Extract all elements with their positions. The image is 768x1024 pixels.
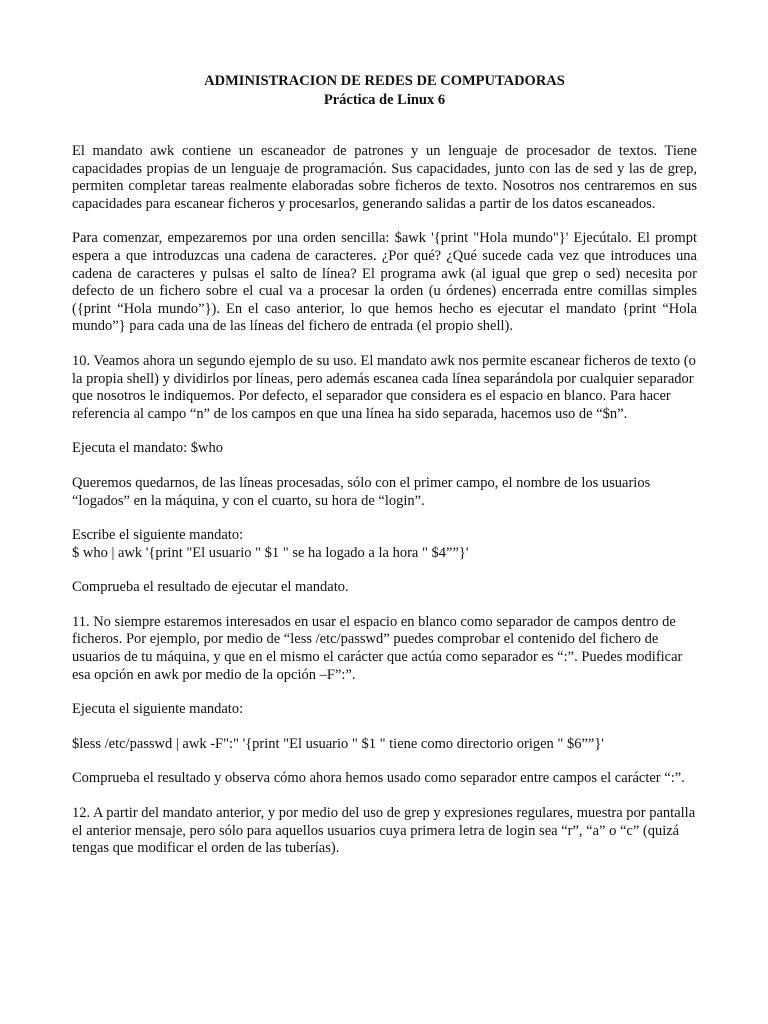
document-page bbox=[72, 72, 697, 875]
paragraph-write-command: Escribe el siguiente mandato: bbox=[72, 527, 244, 544]
paragraph-check-separator: Comprueba el resultado y observa cómo ahora hemos usado como separador entre campos el carácter “:”. bbox=[72, 770, 685, 787]
document-subtitle: Práctica de Linux 6 bbox=[323, 92, 446, 108]
paragraph-run-command: Ejecuta el siguiente mandato: bbox=[72, 701, 244, 718]
paragraph-exercise-12: 12. A partir del mandato anterior, y por medio del uso de grep y expresiones regulares, muestra por pantalla el anterior mensaje, pero sólo para aquellos usuarios cuya primera letra de login sea “r”, “a” o “c” (quizá tengas que modificar el orden de las tuberías). bbox=[72, 805, 696, 857]
document-header bbox=[72, 72, 697, 110]
paragraph-first-field: Queremos quedarnos, de las líneas procesadas, sólo con el primer campo, el nombre de los usuarios “logados” en la máquina, y con el cuarto, su hora de “login”. bbox=[72, 474, 651, 509]
document-title: ADMINISTRACION DE REDES DE COMPUTADORAS bbox=[204, 73, 565, 89]
document-body bbox=[72, 143, 697, 858]
paragraph-hola-mundo: Para comenzar, empezaremos por una orden sencilla: $awk '{print "Hola mundo"}' Ejecútalo. El prompt espera a que introduzcas una cadena de caracteres. ¿Por qué? ¿Qué sucede cada vez que introduces una cadena de caracteres y pulsas el salto de línea? El programa awk (al igual que grep o sed) necesita por defecto de un fichero sobre el cual va a procesar la orden (u órdenes) encerrada entre comillas simples ({print “Hola mundo”}). En el caso anterior, lo que hemos hecho es ejecutar el mandato {print “Hola mundo”} para cada una de las líneas del fichero de entrada (el propio shell). bbox=[72, 230, 697, 335]
paragraph-intro-awk: El mandato awk contiene un escaneador de patrones y un lenguaje de procesador de textos. Tiene capacidades propias de un lenguaje de programación. Sus capacidades, junto con las de sed y las de grep, permiten completar tareas realmente elaboradas sobre ficheros de texto. Nosotros nos centraremos en sus capacidades para escanear ficheros y procesarlos, generando salidas a partir de los datos escaneados. bbox=[72, 143, 697, 212]
paragraph-run-who: Ejecuta el mandato: $who bbox=[72, 440, 223, 457]
command-who-awk: $ who | awk '{print "El usuario " $1 " se ha logado a la hora " $4””}' bbox=[72, 544, 469, 561]
paragraph-exercise-11: 11. No siempre estaremos interesados en usar el espacio en blanco como separador de campos dentro de ficheros. Por ejemplo, por medio de “less /etc/passwd” puedes comprobar el contenido del fichero de usuarios de tu máquina, y que en el mismo el carácter que actúa como separador es “:”. Puedes modificar esa opción en awk por medio de la opción –F”:”. bbox=[72, 613, 683, 683]
command-less-passwd: $less /etc/passwd | awk -F":" '{print "El usuario " $1 " tiene como directorio origen " $6””}' bbox=[72, 735, 604, 752]
paragraph-check-result: Comprueba el resultado de ejecutar el mandato. bbox=[72, 579, 349, 596]
paragraph-exercise-10: 10. Veamos ahora un segundo ejemplo de su uso. El mandato awk nos permite escanear ficheros de texto (o la propia shell) y dividirlos por líneas, pero además escanea cada línea separándola por cualquier separador que nosotros le indiquemos. Por defecto, el separador que considera es el espacio en blanco. Para hacer referencia al campo “n” de los campos en que una línea ha sido separada, hacemos uso de “$n”. bbox=[72, 352, 696, 422]
